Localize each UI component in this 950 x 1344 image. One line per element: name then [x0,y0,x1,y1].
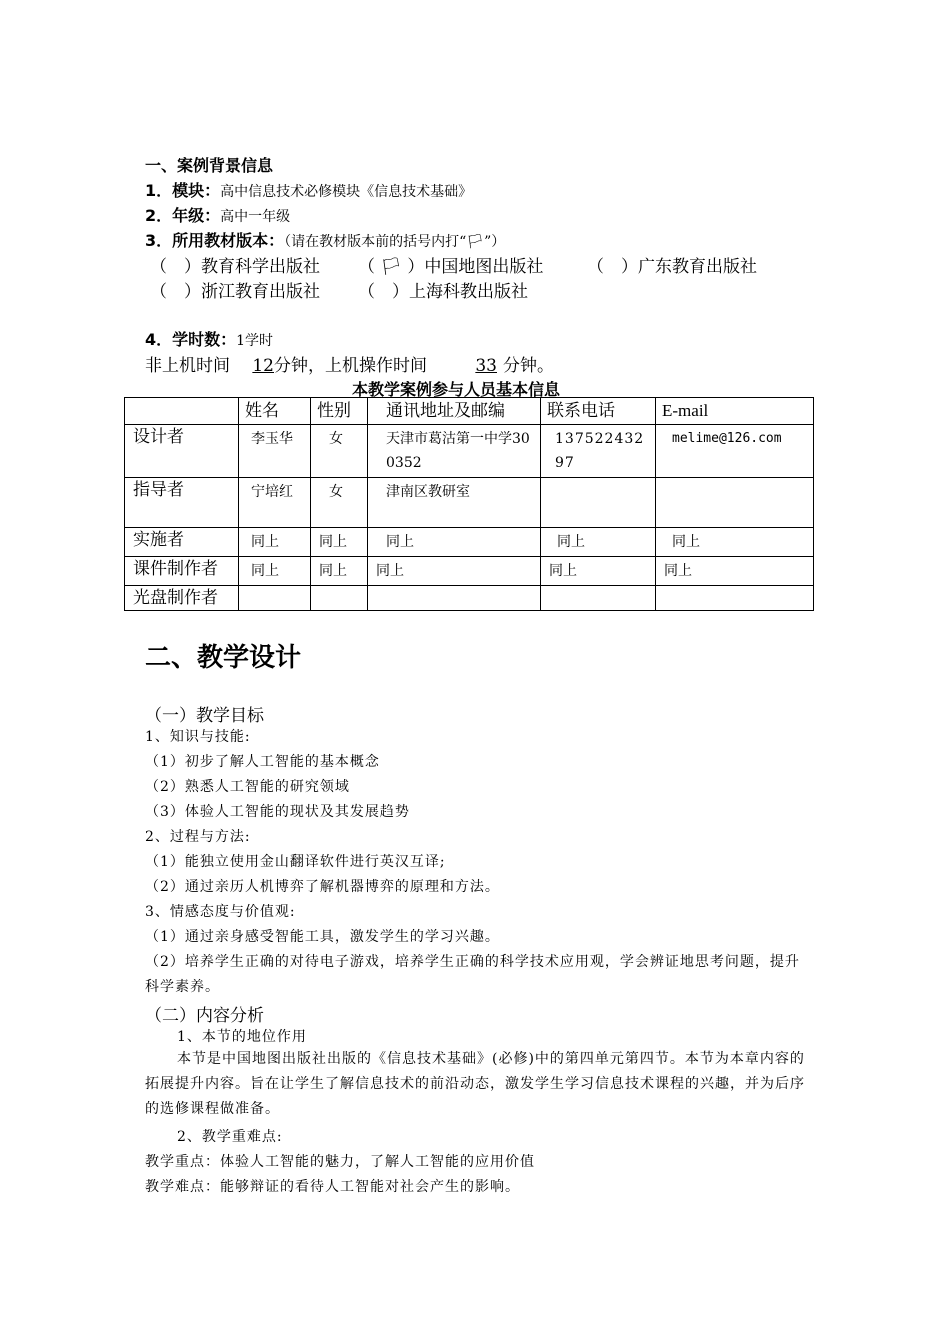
email-cell: 同上 [656,528,814,557]
process-item-1: （1）能独立使用金山翻译软件进行英汉互译; [145,854,446,870]
phone-cell: 同上 [541,557,656,586]
table-row [125,478,814,528]
email-cell [656,586,814,611]
gender-cell [311,586,368,611]
offline-minutes: 12 [252,356,274,376]
section2-title: 二、教学设计 [145,643,302,673]
header-cell: E-mail [656,398,814,425]
name-cell: 李玉华 [239,425,311,478]
role-cell: 实施者 [125,528,239,557]
address-cell: 同上 [368,528,541,557]
name-cell: 同上 [239,557,311,586]
time-prefix: 非上机时间 [145,356,230,376]
knowledge-item-3: （3）体验人工智能的现状及其发展趋势 [145,804,410,820]
email-cell [656,478,814,528]
textbook-note: （请在教材版本前的括号内打“🏳”） [284,234,506,250]
header-cell: 联系电话 [541,398,656,425]
hard-point: 教学难点：能够辩证的看待人工智能对社会产生的影响。 [145,1179,520,1195]
hours-line [145,327,273,350]
table-row [125,586,814,611]
time-suffix: 分钟。 [503,356,554,376]
phone-cell [541,586,656,611]
name-cell [239,586,311,611]
textbook-label: 3．所用教材版本： [145,231,285,250]
time-mid: 分钟，上机操作时间 [274,356,427,376]
emotion-item-1: （1）通过亲身感受智能工具，激发学生的学习兴趣。 [145,929,500,945]
table-row [125,425,814,478]
header-cell: 姓名 [239,398,311,425]
key-title: 2、教学重难点: [177,1129,283,1145]
role-title: 1、本节的地位作用 [177,1029,307,1045]
knowledge-title: 1、知识与技能: [145,729,251,745]
process-item-2: （2）通过亲历人机博弈了解机器博弈的原理和方法。 [145,879,500,895]
content-title: （二）内容分析 [145,1006,264,1026]
table-header-row [125,398,814,425]
publisher-option-2[interactable]: （ 🏳 ）中国地图出版社 [358,257,544,277]
hours-value: 1学时 [236,333,274,349]
name-cell: 同上 [239,528,311,557]
grade-label: 2．年级： [145,206,221,225]
table-title: 本教学案例参与人员基本信息 [352,380,561,399]
emotion-title: 3、情感态度与价值观: [145,904,296,920]
process-title: 2、过程与方法: [145,829,251,845]
header-cell: 通讯地址及邮编 [368,398,541,425]
address-cell: 津南区教研室 [368,478,541,528]
role-cell: 课件制作者 [125,557,239,586]
knowledge-item-2: （2）熟悉人工智能的研究领域 [145,779,350,795]
header-cell [125,398,239,425]
phone-cell: 13752243297 [541,425,656,478]
gender-cell: 女 [311,478,368,528]
online-minutes: 33 [475,356,497,376]
address-cell: 同上 [368,557,541,586]
module-label: 1．模块： [145,181,221,200]
gender-cell: 女 [311,425,368,478]
emotion-item-2: （2）培养学生正确的对待电子游戏，培养学生正确的科学技术应用观，学会辨证地思考问题，提升科学素养。 [145,954,800,995]
grade-line [145,203,290,226]
email-cell: 同上 [656,557,814,586]
phone-cell [541,478,656,528]
grade-value: 高中一年级 [220,209,291,225]
email-cell: melime@126.com [656,425,814,478]
knowledge-item-1: （1）初步了解人工智能的基本概念 [145,754,380,770]
goals-title: （一）教学目标 [145,706,264,726]
publisher-option-4[interactable]: （ ）浙江教育出版社 [150,282,320,302]
module-value: 高中信息技术必修模块《信息技术基础》 [220,184,473,200]
table-row [125,557,814,586]
participants-table [124,397,814,611]
publisher-option-3[interactable]: （ ）广东教育出版社 [587,257,757,277]
role-cell: 设计者 [125,425,239,478]
role-paragraph: 本节是中国地图出版社出版的《信息技术基础》(必修)中的第四单元第四节。本节为本章内容的拓展提升内容。旨在让学生了解信息技术的前沿动态，激发学生学习信息技术课程的兴趣，并为后序的选修课程做准备。 [145,1051,805,1117]
publisher-option-5[interactable]: （ ）上海科教出版社 [358,282,528,302]
phone-cell: 同上 [541,528,656,557]
role-cell: 光盘制作者 [125,586,239,611]
header-cell: 性别 [311,398,368,425]
gender-cell: 同上 [311,528,368,557]
address-cell: 天津市葛沽第一中学300352 [368,425,541,478]
publisher-option-1[interactable]: （ ）教育科学出版社 [150,257,320,277]
role-cell: 指导者 [125,478,239,528]
table-row [125,528,814,557]
module-line [145,178,472,201]
key-point: 教学重点：体验人工智能的魅力，了解人工智能的应用价值 [145,1154,535,1170]
address-cell [368,586,541,611]
gender-cell: 同上 [311,557,368,586]
textbook-line [145,228,505,251]
hours-label: 4．学时数： [145,330,237,349]
name-cell: 宁培红 [239,478,311,528]
time-line [145,351,554,376]
section1-title: 一、案例背景信息 [145,156,274,175]
